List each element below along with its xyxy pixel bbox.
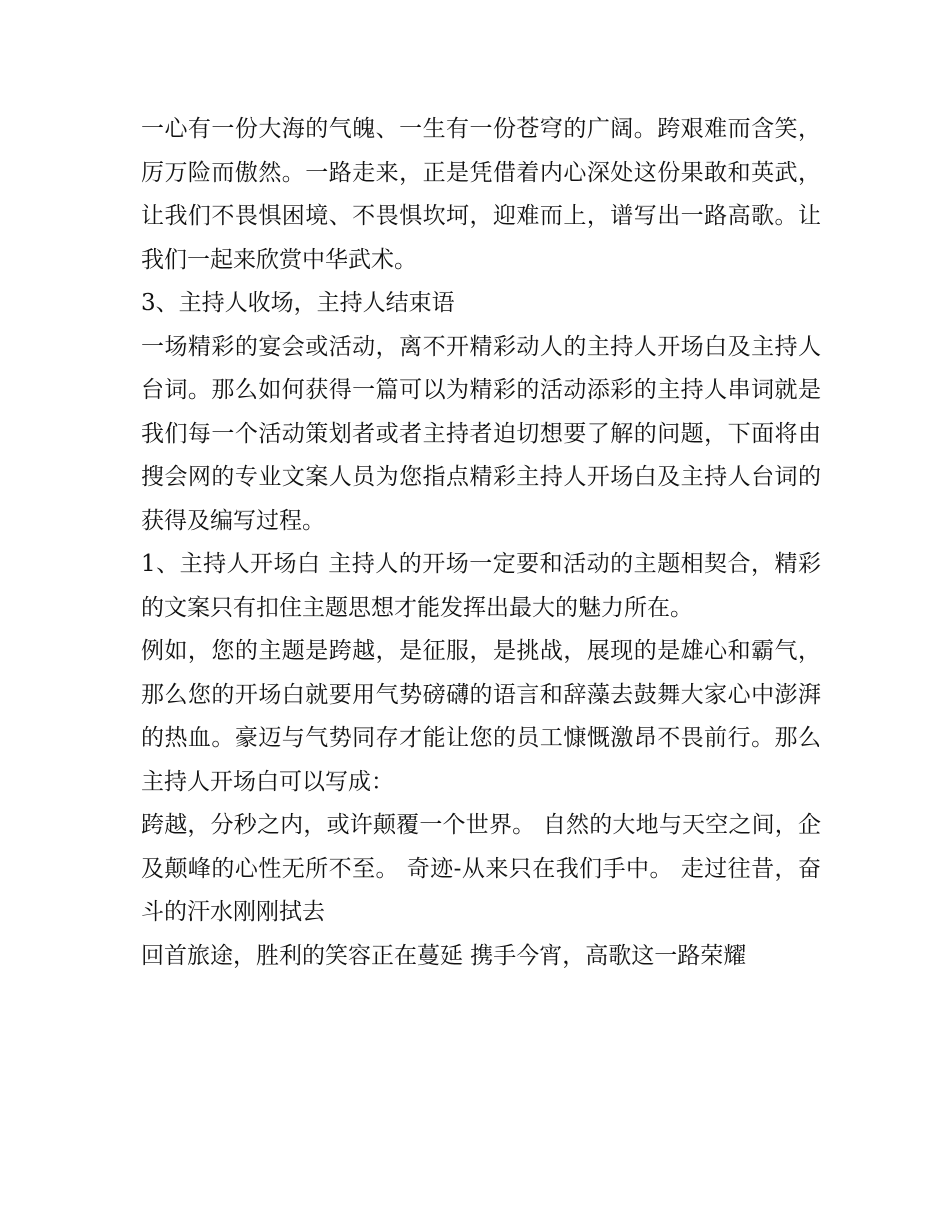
paragraph-example: 例如，您的主题是跨越，是征服，是挑战，展现的是雄心和霸气，那么您的开场白就要用气势磅礴的语言和辞藻去鼓舞大家心中澎湃的热血。豪迈与气势同存才能让您的员工慷慨激昂不畏前行。那么主持人开场白可以写成： <box>141 638 821 795</box>
paragraph-heading-closing: 3、主持人收场，主持人结束语 <box>141 290 455 316</box>
paragraph-sample-script-1: 跨越，分秒之内，或许颠覆一个世界。 自然的大地与天空之间，企及颠峰的心性无所不至。 奇迹-从来只在我们手中。 走过往昔，奋斗的汗水刚刚拭去 <box>141 812 821 925</box>
paragraph-martial-arts-intro: 一心有一份大海的气魄、一生有一份苍穹的广阔。跨艰难而含笑，厉万险而傲然。一路走来，正是凭借着内心深处这份果敢和英武，让我们不畏惧困境、不畏惧坎坷，迎难而上，谱写出一路高歌。让我们一起来欣赏中华武术。 <box>141 116 821 273</box>
paragraph-sample-script-2: 回首旅途，胜利的笑容正在蔓延 携手今宵，高歌这一路荣耀 <box>141 942 747 969</box>
paragraph-opening-remarks: 1、主持人开场白 主持人的开场一定要和活动的主题相契合，精彩的文案只有扣住主题思想才能发挥出最大的魅力所在。 <box>141 551 821 621</box>
paragraph-host-script-intro: 一场精彩的宴会或活动，离不开精彩动人的主持人开场白及主持人台词。那么如何获得一篇可以为精彩的活动添彩的主持人串词就是我们每一个活动策划者或者主持者迫切想要了解的问题，下面将由搜会网的专业文案人员为您指点精彩主持人开场白及主持人台词的获得及编写过程。 <box>141 333 821 534</box>
document-body <box>141 108 821 978</box>
